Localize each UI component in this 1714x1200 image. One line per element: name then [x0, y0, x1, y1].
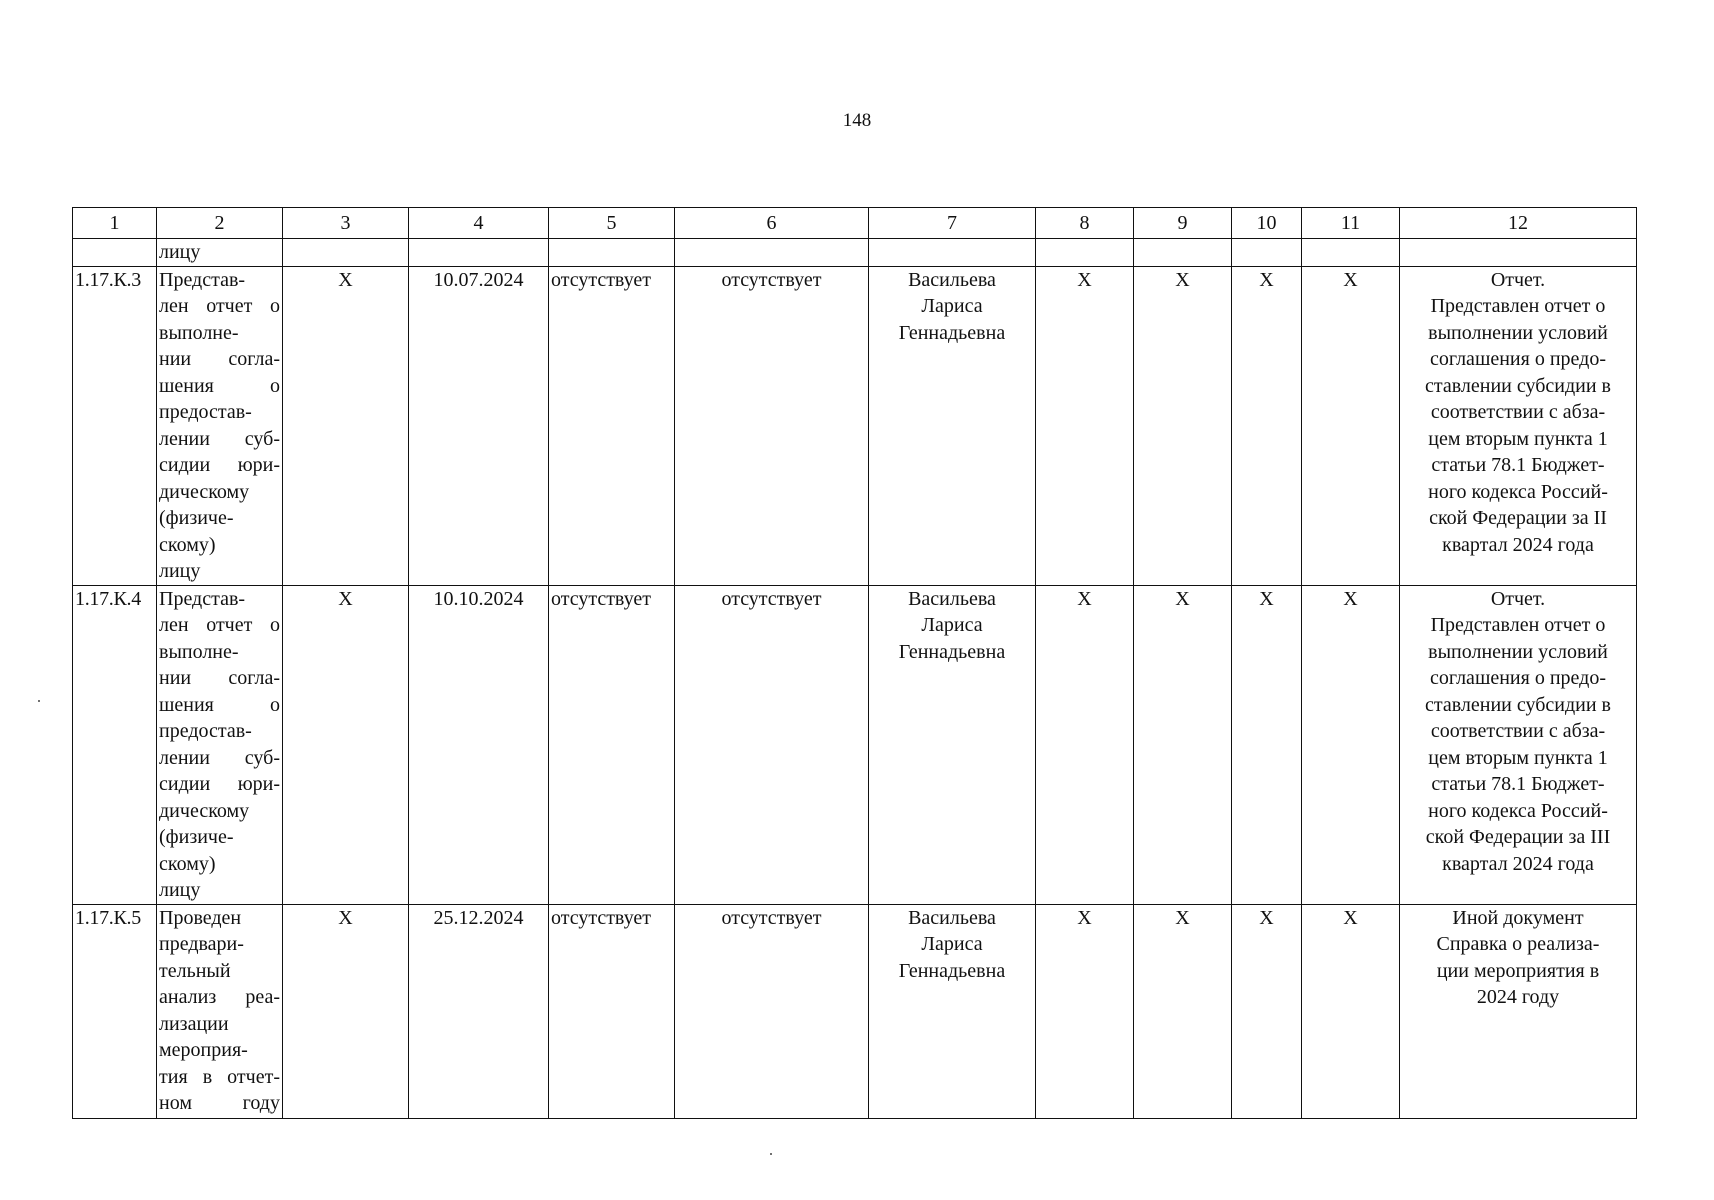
result-line: соглашения о предо- [1430, 667, 1606, 689]
result-line: Представлен отчет о [1430, 295, 1606, 317]
header-cell: 5 [549, 208, 675, 239]
mark-cell: X [1134, 585, 1232, 904]
value-cell: отсутствует [549, 904, 675, 1118]
result-line: соглашения о предо- [1430, 348, 1606, 370]
description-line: предвари- [159, 933, 244, 955]
row-description [157, 585, 283, 904]
row-code: 1.17.К.3 [73, 266, 157, 585]
responsible-line: Геннадьевна [898, 640, 1006, 663]
table-body [73, 266, 1637, 1118]
table-row [73, 904, 1637, 1118]
value-cell: отсутствует [675, 585, 869, 904]
description-line: тия в отчет- [159, 1065, 280, 1088]
result-cell [1400, 904, 1637, 1118]
report-table [72, 207, 1637, 1119]
responsible-line: Лариса [921, 614, 983, 636]
mark-cell: X [1232, 585, 1302, 904]
responsible-line: Геннадьевна [898, 321, 1006, 344]
description-line: скому) [159, 533, 216, 556]
row-code: 1.17.К.5 [73, 904, 157, 1118]
result-line: квартал 2024 года [1442, 533, 1594, 556]
empty-cell [409, 239, 549, 267]
result-line: статьи 78.1 Бюджет- [1431, 454, 1605, 476]
responsible-cell [869, 904, 1036, 1118]
result-line: статьи 78.1 Бюджет- [1431, 773, 1605, 795]
header-cell: 12 [1400, 208, 1637, 239]
empty-cell [1134, 239, 1232, 267]
result-line: Справка о реализа- [1436, 933, 1600, 955]
date-cell: 10.07.2024 [409, 266, 549, 585]
description-line: анализ реа- [159, 986, 280, 1008]
responsible-line: Лариса [921, 933, 983, 955]
description-line: (физиче- [159, 826, 234, 848]
description-line: предостав- [159, 720, 252, 742]
description-line: мероприя- [159, 1039, 248, 1061]
result-line: выполнении условий [1428, 321, 1608, 344]
description-line: выполне- [159, 321, 239, 344]
header-cell: 7 [869, 208, 1036, 239]
description-line: скому) [159, 852, 216, 875]
mark-cell: X [1036, 266, 1134, 585]
scan-speck [770, 1153, 772, 1155]
empty-cell [1036, 239, 1134, 267]
empty-cell [869, 239, 1036, 267]
result-line: Представлен отчет о [1430, 614, 1606, 636]
continuation-row [73, 239, 1637, 267]
responsible-line: Васильева [908, 587, 996, 610]
header-cell: 11 [1302, 208, 1400, 239]
table-row [73, 266, 1637, 585]
result-line: Отчет. [1490, 268, 1546, 291]
empty-cell [73, 239, 157, 267]
description-line: сидии юри- [159, 773, 280, 795]
description-line: нии согла- [159, 348, 280, 370]
result-line: Иной документ [1452, 906, 1584, 929]
value-cell: отсутствует [549, 266, 675, 585]
responsible-cell [869, 266, 1036, 585]
header-cell: 10 [1232, 208, 1302, 239]
empty-cell [283, 239, 409, 267]
mark-cell: X [1302, 904, 1400, 1118]
mark-cell: X [1134, 266, 1232, 585]
description-line: сидии юри- [159, 454, 280, 476]
header-cell: 2 [157, 208, 283, 239]
description-line: лицу [159, 560, 201, 582]
table-row [73, 585, 1637, 904]
empty-cell [1400, 239, 1637, 267]
description-line: лении суб- [159, 746, 280, 769]
result-line: ного кодекса Россий- [1428, 480, 1608, 503]
description-line: шения о [159, 374, 280, 397]
result-line: квартал 2024 года [1442, 852, 1594, 875]
mark-cell: X [1036, 585, 1134, 904]
empty-cell [1232, 239, 1302, 267]
value-cell: отсутствует [549, 585, 675, 904]
result-line: Отчет. [1490, 587, 1546, 610]
description-line: (физиче- [159, 507, 234, 529]
result-cell [1400, 585, 1637, 904]
header-row [73, 208, 1637, 239]
result-line: 2024 году [1476, 986, 1560, 1008]
empty-cell [1302, 239, 1400, 267]
description-line: лении суб- [159, 427, 280, 450]
result-line: цем вторым пункта 1 [1428, 746, 1608, 769]
result-line: ской Федерации за III [1425, 826, 1611, 848]
mark-cell: X [1302, 266, 1400, 585]
responsible-cell [869, 585, 1036, 904]
mark-cell: X [283, 904, 409, 1118]
mark-cell: X [1232, 266, 1302, 585]
header-cell: 3 [283, 208, 409, 239]
result-line: ции мероприятия в [1436, 959, 1600, 982]
description-line: дическому [159, 480, 250, 503]
description-line: Представ- [159, 268, 246, 291]
mark-cell: X [1302, 585, 1400, 904]
value-cell: отсутствует [675, 904, 869, 1118]
description-line: лен отчет о [159, 295, 280, 317]
header-cell: 6 [675, 208, 869, 239]
description-line: дическому [159, 799, 250, 822]
result-line: ставлении субсидии в [1424, 374, 1611, 397]
empty-cell [549, 239, 675, 267]
result-line: выполнении условий [1428, 640, 1608, 663]
row-code: 1.17.К.4 [73, 585, 157, 904]
value-cell: отсутствует [675, 266, 869, 585]
date-cell: 25.12.2024 [409, 904, 549, 1118]
result-line: соответствии с абза- [1430, 720, 1606, 742]
scan-speck [38, 700, 40, 702]
responsible-line: Лариса [921, 295, 983, 317]
header-cell: 8 [1036, 208, 1134, 239]
result-line: ставлении субсидии в [1424, 693, 1611, 716]
result-line: ской Федерации за II [1429, 507, 1607, 529]
responsible-line: Васильева [908, 906, 996, 929]
result-cell [1400, 266, 1637, 585]
mark-cell: X [1134, 904, 1232, 1118]
header-cell: 9 [1134, 208, 1232, 239]
description-line: Представ- [159, 587, 246, 610]
description-line: тельный [159, 959, 231, 982]
mark-cell: X [1036, 904, 1134, 1118]
description-line: лицу [159, 879, 201, 901]
date-cell: 10.10.2024 [409, 585, 549, 904]
mark-cell: X [1232, 904, 1302, 1118]
responsible-line: Васильева [908, 268, 996, 291]
row-description [157, 904, 283, 1118]
header-cell: 4 [409, 208, 549, 239]
description-line: шения о [159, 693, 280, 716]
mark-cell: X [283, 585, 409, 904]
result-line: цем вторым пункта 1 [1428, 427, 1608, 450]
result-line: ного кодекса Россий- [1428, 799, 1608, 822]
row-description [157, 266, 283, 585]
description-line: лизации [159, 1012, 229, 1035]
description-line: предостав- [159, 401, 252, 423]
header-cell: 1 [73, 208, 157, 239]
page-number: 148 [842, 110, 872, 131]
description-line: нии согла- [159, 667, 280, 689]
empty-cell [675, 239, 869, 267]
result-line: соответствии с абза- [1430, 401, 1606, 423]
description-line: Проведен [159, 906, 242, 929]
continuation-text: лицу [157, 239, 283, 267]
description-line: выполне- [159, 640, 239, 663]
responsible-line: Геннадьевна [898, 959, 1006, 982]
mark-cell: X [283, 266, 409, 585]
description-line: лен отчет о [159, 614, 280, 636]
description-line: ном году [159, 1092, 280, 1114]
